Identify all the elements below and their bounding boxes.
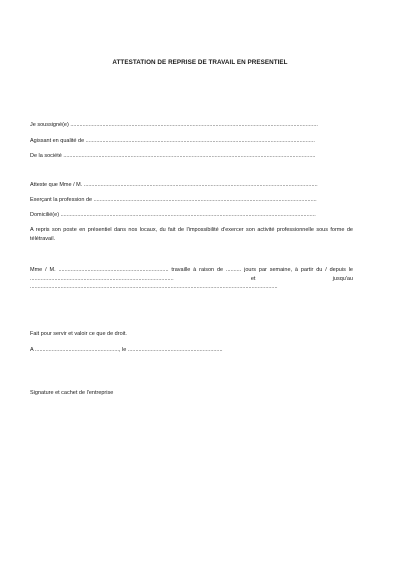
- signature-label: Signature et cachet de l'entreprise: [30, 390, 114, 396]
- document-title: ATTESTATION DE REPRISE DE TRAVAIL EN PRESENTIEL: [112, 59, 288, 66]
- atteste-line: Atteste que Mme / M. .........................................................................................................................................................: [30, 182, 318, 188]
- qualite-line: Agissant en qualité de ......................................................................................................................................................: [30, 138, 315, 144]
- lieu-date-line: A ......................................................., le ..............................................................: [30, 347, 223, 353]
- societe-line: De la société .....................................................................................................................................................................: [30, 153, 316, 159]
- travaille-paragraph: Mme / M. ........................................................................ travaille à raison de .......... jours par semaine, à partir du / depuis le .............................................................................................. et jusqu'au ..................................................................................................................................................................: [30, 267, 353, 291]
- reprise-paragraph: A repris son poste en présentiel dans nos locaux, du fait de l'impossibilité d'exercer son activité professionnelle sous forme de télétravail.: [30, 227, 353, 242]
- profession-line: Exerçant la profession de ..................................................................................................................................................: [30, 197, 317, 203]
- domicilie-line: Domicilié(e) .......................................................................................................................................................................: [30, 212, 316, 218]
- soussigne-line: Je soussigné(e) ..................................................................................................................................................................: [30, 122, 318, 128]
- fait-line: Fait pour servir et valoir ce que de droit.: [30, 331, 127, 337]
